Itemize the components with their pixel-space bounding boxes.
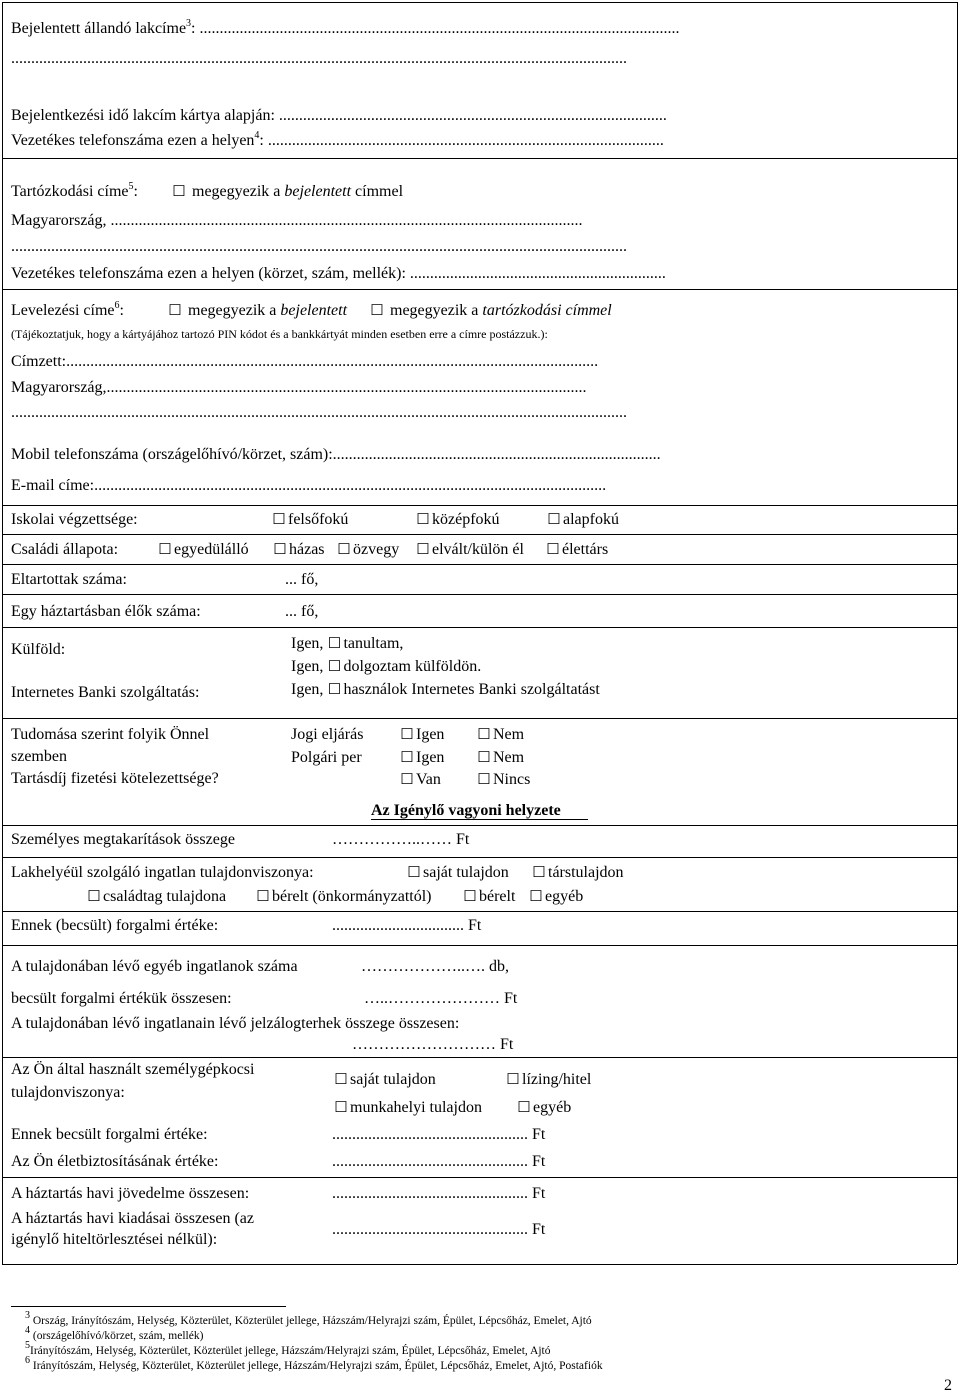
temp-address-label: Tartózkodási címe — [11, 183, 129, 200]
temp-same-option[interactable]: ☐ megegyezik a bejelentett címmel — [172, 183, 404, 200]
car-value-label: Ennek becsült forgalmi értéke: — [11, 1126, 208, 1143]
checkbox-icon[interactable]: ☐ — [416, 512, 430, 528]
permanent-address-label: Bejelentett állandó lakcíme — [11, 20, 187, 37]
page-number: 2 — [944, 1377, 952, 1394]
dependents-label: Eltartottak száma: — [11, 571, 127, 588]
pin-notice: (Tájékoztatjuk, hogy a kártyájához tartozó PIN kódot és a bankkártyát minden esetben erre a címre postázzuk.): — [11, 327, 548, 341]
checkbox-icon[interactable]: ☐ — [272, 512, 286, 528]
checkbox-icon[interactable]: ☐ — [334, 1072, 348, 1088]
legal-proceeding-yes[interactable]: ☐ Igen — [400, 726, 445, 743]
household-field[interactable]: ... fő, — [285, 603, 319, 620]
checkbox-icon[interactable]: ☐ — [407, 865, 421, 881]
footnote-ref-3: 3 — [186, 17, 192, 29]
life-insurance-field[interactable]: ................................................. Ft — [332, 1153, 546, 1170]
checkbox-icon[interactable]: ☐ — [506, 1072, 520, 1088]
abroad-worked-option[interactable]: Igen, ☐ dolgoztam külföldön. — [291, 658, 482, 675]
footnote-4: $^4$ (országelőhívó/körzet, szám, mellék) — [25, 1325, 204, 1342]
landline-line[interactable] — [11, 129, 664, 149]
footnote-ref-6: 6 — [114, 299, 120, 311]
legal-label-1: Tudomása szerint folyik Önnel — [11, 726, 210, 743]
civil-case-no[interactable]: ☐ Nem — [477, 749, 525, 766]
permanent-address-field[interactable]: : ........................................................................................................................ — [191, 20, 680, 37]
car-other-option[interactable]: ☐ egyéb — [517, 1099, 572, 1116]
landline-label: Vezetékes telefonszáma ezen a helyen — [11, 132, 255, 149]
family-option-widowed[interactable]: ☐ özvegy — [337, 541, 400, 558]
checkbox-icon[interactable]: ☐ — [400, 772, 414, 788]
footnote-ref-4: 4 — [254, 129, 260, 141]
abroad-label: Külföld: — [11, 641, 66, 658]
car-label-2: tulajdonviszonya: — [11, 1084, 125, 1101]
checkbox-icon[interactable]: ☐ — [370, 303, 384, 319]
mail-address-label: Levelezési címe — [11, 302, 115, 319]
other-property-field[interactable]: ………………..…. db, — [361, 958, 509, 975]
mail-address-line: Levelezési címe$^6$: — [11, 299, 124, 319]
car-leasing-option[interactable]: ☐ lízing/hitel — [506, 1071, 592, 1088]
checkbox-icon[interactable]: ☐ — [256, 889, 270, 905]
checkbox-icon[interactable]: ☐ — [400, 750, 414, 766]
education-option-secondary[interactable]: ☐ középfokú — [416, 511, 500, 528]
family-option-married[interactable]: ☐ házas — [273, 541, 325, 558]
home-family-option[interactable]: ☐ családtag tulajdona — [87, 888, 227, 905]
home-coowned-option[interactable]: ☐ társtulajdon — [532, 864, 624, 881]
alimony-yes[interactable]: ☐ Van — [400, 771, 441, 788]
education-option-primary[interactable]: ☐ alapfokú — [547, 511, 619, 528]
footnote-ref-5: 5 — [128, 180, 134, 192]
checkbox-icon[interactable]: ☐ — [327, 636, 342, 652]
checkbox-icon[interactable]: ☐ — [477, 750, 491, 766]
checkbox-icon[interactable]: ☐ — [517, 1100, 531, 1116]
mail-same-temp-option[interactable]: ☐ megegyezik a tartózkodási címmel — [370, 302, 612, 319]
other-property-value-field[interactable]: …..………………… Ft — [364, 990, 518, 1007]
internet-banking-label: Internetes Banki szolgáltatás: — [11, 684, 200, 701]
email-field[interactable]: E-mail címe:................................................................................................................................ — [11, 477, 607, 494]
alimony-no[interactable]: ☐ Nincs — [477, 771, 531, 788]
mail-same-permanent-option[interactable]: ☐ megegyezik a bejelentett — [168, 302, 348, 319]
checkbox-icon[interactable]: ☐ — [168, 303, 182, 319]
legal-proceeding-label: Jogi eljárás — [291, 726, 364, 743]
footnote-5: $^5$Irányítószám, Helység, Közterület, Közterület jellege, Házszám/Helyrajzi szám, Épület, Lépcsőház, Emelet, Ajtó — [25, 1340, 551, 1357]
civil-case-yes[interactable]: ☐ Igen — [400, 749, 445, 766]
home-rented-option[interactable]: ☐ bérelt — [463, 888, 516, 905]
dependents-field[interactable]: ... fő, — [285, 571, 319, 588]
mail-country-field[interactable]: Magyarország,........................................................................................................................ — [11, 379, 587, 396]
permanent-address-line[interactable] — [11, 17, 680, 37]
mobile-field[interactable]: Mobil telefonszáma (országelőhívó/körzet, szám):.................................................................................. — [11, 446, 661, 463]
family-option-divorced[interactable]: ☐ elvált/külön él — [416, 541, 524, 558]
checkbox-icon[interactable]: ☐ — [547, 512, 561, 528]
footnote-6: $^6$ Irányítószám, Helység, Közterület, Közterület jellege, Házszám/Helyrajzi szám, Épület, Lépcsőház, Emelet, Ajtó, Postafiók — [25, 1355, 603, 1372]
checkbox-icon[interactable]: ☐ — [400, 727, 414, 743]
checkbox-icon[interactable]: ☐ — [477, 727, 491, 743]
checkbox-icon[interactable]: ☐ — [334, 1100, 348, 1116]
checkbox-icon[interactable]: ☐ — [172, 184, 186, 200]
household-label: Egy háztartásban élők száma: — [11, 603, 201, 620]
other-property-value-label: becsült forgalmi értékük összesen: — [11, 990, 232, 1007]
checkbox-icon[interactable]: ☐ — [477, 772, 491, 788]
car-label-1: Az Ön által használt személygépkocsi — [11, 1061, 255, 1078]
recipient-field[interactable]: Címzett:..................................................................................................................................... — [11, 353, 599, 370]
internet-banking-option[interactable]: Igen, ☐ használok Internetes Banki szolgáltatást — [291, 681, 600, 698]
mail-address-cont[interactable]: .......................................................................................................................................................... — [11, 404, 627, 421]
landline-field[interactable]: : ................................................................................................... — [259, 132, 664, 149]
mortgage-field[interactable]: ……………………… Ft — [352, 1036, 514, 1053]
alimony-label: Tartásdíj fizetési kötelezettsége? — [11, 770, 219, 787]
mortgage-label: A tulajdonában lévő ingatlanain lévő jelzálogterhek összege összesen: — [11, 1015, 460, 1032]
abroad-studied-option[interactable]: Igen, ☐ tanultam, — [291, 635, 404, 652]
car-company-option[interactable]: ☐ munkahelyi tulajdon — [334, 1099, 482, 1116]
life-insurance-label: Az Ön életbiztosításának értéke: — [11, 1153, 219, 1170]
checkbox-icon[interactable]: ☐ — [529, 889, 543, 905]
home-value-label: Ennek (becsült) forgalmi értéke: — [11, 917, 219, 934]
checkbox-icon[interactable]: ☐ — [273, 542, 287, 558]
home-value-field[interactable]: ................................. Ft — [332, 917, 482, 934]
savings-field[interactable]: ……………..…… Ft — [332, 831, 470, 848]
assets-heading: Az Igénylő vagyoni helyzete — [371, 802, 561, 819]
checkbox-icon[interactable]: ☐ — [337, 542, 351, 558]
registration-date-field[interactable]: Bejelentkezési idő lakcím kártya alapján: ................................................................................................. — [11, 107, 667, 124]
home-rented-municipal-option[interactable]: ☐ bérelt (önkormányzattól) — [256, 888, 432, 905]
other-property-label: A tulajdonában lévő egyéb ingatlanok száma — [11, 958, 298, 975]
car-value-field[interactable]: ................................................. Ft — [332, 1126, 546, 1143]
checkbox-icon[interactable]: ☐ — [532, 865, 546, 881]
home-ownership-label: Lakhelyéül szolgáló ingatlan tulajdonviszonya: — [11, 864, 314, 881]
temp-address-line: Tartózkodási címe$^5$: — [11, 180, 138, 200]
temp-landline-field[interactable]: Vezetékes telefonszáma ezen a helyen (körzet, szám, mellék): ................................................................ — [11, 265, 666, 282]
family-option-single[interactable]: ☐ egyedülálló — [158, 541, 249, 558]
checkbox-icon[interactable]: ☐ — [87, 889, 101, 905]
checkbox-icon[interactable]: ☐ — [158, 542, 172, 558]
family-status-label: Családi állapota: — [11, 541, 119, 558]
civil-case-label: Polgári per — [291, 749, 362, 766]
education-label: Iskolai végzettsége: — [11, 511, 138, 528]
home-own-option[interactable]: ☐ saját tulajdon — [407, 864, 509, 881]
expenses-label-1: A háztartás havi kiadásai összesen (az — [11, 1210, 255, 1227]
expenses-label-2: igénylő hiteltörlesztései nélkül): — [11, 1231, 218, 1248]
education-option-higher[interactable]: ☐ felsőfokú — [272, 511, 349, 528]
temp-address-cont[interactable]: .......................................................................................................................................................... — [11, 238, 627, 255]
permanent-address-cont[interactable]: .......................................................................................................................................................... — [11, 50, 627, 67]
checkbox-icon[interactable]: ☐ — [463, 889, 477, 905]
car-own-option[interactable]: ☐ saját tulajdon — [334, 1071, 436, 1088]
legal-proceeding-no[interactable]: ☐ Nem — [477, 726, 525, 743]
income-label: A háztartás havi jövedelme összesen: — [11, 1185, 250, 1202]
expenses-field[interactable]: ................................................. Ft — [332, 1221, 546, 1238]
savings-label: Személyes megtakarítások összege — [11, 831, 235, 848]
checkbox-icon[interactable]: ☐ — [327, 682, 342, 698]
income-field[interactable]: ................................................. Ft — [332, 1185, 546, 1202]
footnote-3: $^3$ Ország, Irányítószám, Helység, Közterület, Közterület jellege, Házszám/Helyrajzi szám, Épület, Lépcsőház, Emelet, Ajtó — [25, 1310, 592, 1327]
legal-label-2: szemben — [11, 748, 67, 765]
family-option-partner[interactable]: ☐ élettárs — [546, 541, 609, 558]
checkbox-icon[interactable]: ☐ — [416, 542, 430, 558]
checkbox-icon[interactable]: ☐ — [546, 542, 560, 558]
home-other-option[interactable]: ☐ egyéb — [529, 888, 584, 905]
temp-country-field[interactable]: Magyarország, ...................................................................................................................... — [11, 212, 583, 229]
checkbox-icon[interactable]: ☐ — [327, 659, 342, 675]
